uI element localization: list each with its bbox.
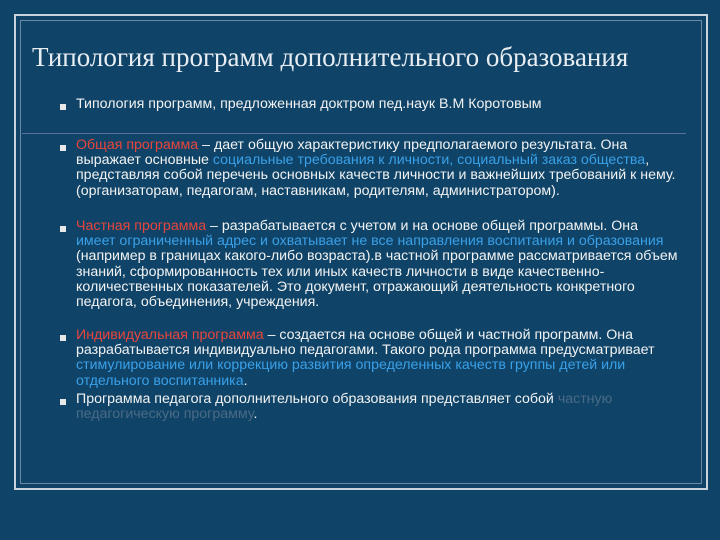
typology-intro-text: Типология программ, предложенная доктром пед.наук В.М Коротовым [76,96,542,112]
teacher-program-text-2: . [253,406,258,423]
general-program-text-2: , представляя собой перечень основных качеств личности и важнейших требований к нему. (организаторам, педагогам, наставникам, родителям, администратором). [76,152,676,199]
bullet-square-icon [60,399,66,405]
bullet-square-icon [60,145,66,151]
bullet-text-private-program [76,219,681,310]
teacher-program-text-1: Программа педагога дополнительного образования представляет собой [76,391,558,407]
individual-program-text-1: – создается на основе общей и частной программ. Она разрабатывается индивидуально педагогами. Такого рода программа предусматривает [76,327,655,359]
private-program-highlight: имеет ограниченный адрес и охватывает не все направления воспитания и образования [76,233,664,250]
general-program-highlight: социальные требования к личности, социальный заказ общества [212,152,646,169]
bullet-text-individual-program [76,328,681,389]
term-general-program: Общая программа [76,137,199,153]
term-individual-program: Индивидуальная программа [76,327,264,343]
bullet-square-icon [60,226,66,232]
bullet-square-icon [60,335,66,341]
private-program-text-1: – разрабатывается с учетом и на основе общей программы. Она [206,218,638,234]
slide-title: Типология программ дополнительного образования [32,42,629,72]
individual-program-highlight: стимулирование или коррекцию развития определенных качеств группы детей или отдельного воспитанника [76,357,626,389]
bullet-text-teacher-program [76,392,681,422]
individual-program-text-2: . [243,372,248,389]
general-program-text-1: – дает общую характеристику предполагаемого результата. Она выражает основные [76,137,628,169]
teacher-program-highlight: частную педагогическую программу [76,391,613,423]
bullet-square-icon [60,104,66,110]
separator-line [22,133,686,134]
private-program-text-2: (например в границах какого-либо возраста).в частной программе рассматривается объем знаний, сформированность тех или иных качеств личности в виде качественно-количественных показателей. Это документ, отражающий деятельность конкретного педагога, объединения, учреждения. [76,248,678,311]
bullet-text-general-program [76,138,681,199]
bullet-text-typology [76,97,681,112]
term-private-program: Частная программа [76,218,207,234]
